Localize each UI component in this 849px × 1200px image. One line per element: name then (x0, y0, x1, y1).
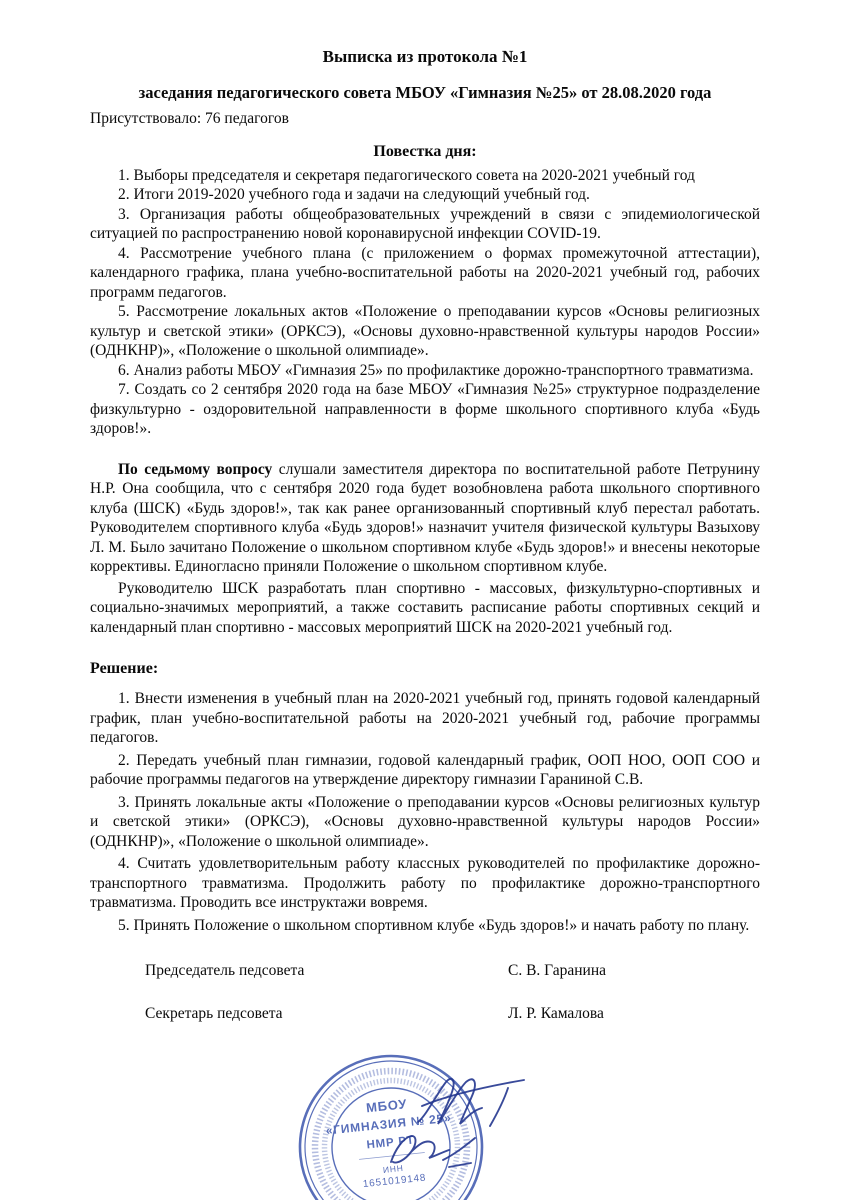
decision-item-3: 3. Принять локальные акты «Положение о преподавании курсов «Основы религиозных культур и светской этики» (ОРКСЭ), «Основы духовно-нравственной культуры народов России» (ОДНКНР)», «Положение о школьной олимпиаде». (90, 793, 760, 850)
secretary-name: Л. Р. Камалова (508, 1004, 604, 1022)
stamp-ring-text-texture (307, 1063, 474, 1200)
shsk-plan-paragraph: Руководителю ШСК разработать план спортивно - массовых, физкультурно-спортивных и социально-значимых мероприятий, а также составить расписание работы спортивных секций и календарный план спортивно - массовых мероприятий ШСК на 2020-2021 учебный год. (90, 579, 760, 636)
decision-list (90, 689, 760, 935)
signature-block (145, 961, 760, 1023)
seventh-question-section (90, 460, 760, 638)
chairman-signature-ink (412, 1072, 532, 1136)
stamp-org-short: МБОУ (365, 1096, 408, 1116)
agenda-list (90, 166, 760, 439)
agenda-item-1: 1. Выборы председателя и секретаря педагогического совета на 2020-2021 учебный год (118, 166, 695, 184)
agenda-item-4: 4. Рассмотрение учебного плана (с приложением о формах промежуточной аттестации), календарного графика, плана учебно-воспитательной работы на 2020-2021 учебный год, рабочих программ педагогов. (90, 244, 760, 301)
secretary-signature-row (145, 1004, 760, 1024)
agenda-item-5: 5. Рассмотрение локальных актов «Положение о преподавании курсов «Основы религиозных культур и светской этики» (ОРКСЭ), «Основы духовно-нравственной культуры народов России» (ОДНКНР)», «Положение о школьной олимпиаде». (90, 303, 760, 359)
chairman-signature-row (145, 961, 760, 981)
stamp-org-name: «ГИМНАЗИЯ № 25» (325, 1110, 453, 1138)
stamp-org-region: НМР РТ (366, 1134, 416, 1152)
decision-item-5: 5. Принять Положение о школьном спортивном клубе «Будь здоров!» и начать работу по плану. (118, 916, 750, 934)
chairman-role-label: Председатель педсовета (145, 962, 305, 979)
decision-item-2: 2. Передать учебный план гимназии, годовой календарный график, ООП НОО, ООП СОО и рабочие программы педагогов на утверждение директору гимназии Гараниной С.В. (90, 751, 760, 788)
attendance-line: Присутствовало: 76 педагогов (90, 110, 289, 127)
seventh-question-lead: По седьмому вопросу (118, 460, 273, 478)
seventh-question-body: слушали заместителя директора по воспитательной работе Петрунину Н.Р. Она сообщила, что с сентября 2020 года будет возобновлена работа школьного спортивного клуба (ШСК) «Будь здоров!», так как ранее организованный спортивный клуб перестал работать. Руководителем спортивного клуба «Будь здоров!» назначит учителя физической культуры Вазыхову Л. М. Было зачитано Положение о школьном спортивном клубе «Будь здоров!» и внесены некоторые коррективы. Единогласно приняли Положение о школьном спортивном клубе. (90, 460, 760, 575)
decision-item-4: 4. Считать удовлетворительным работу классных руководителей по профилактике дорожно-транспортного травматизма. Продолжить работу по профилактике дорожно-транспортного травматизма. Проводить все инструктажи вовремя. (90, 855, 760, 911)
doc-title: Выписка из протокола №1 (322, 47, 528, 66)
secretary-signature-ink (385, 1126, 480, 1176)
agenda-item-6: 6. Анализ работы МБОУ «Гимназия 25» по профилактике дорожно-транспортного травматизма. (118, 361, 754, 379)
decision-item-1: 1. Внести изменения в учебный план на 2020-2021 учебный год, принять годовой календарный график, план учебно-воспитательной работы на 2020-2021 учебный год, рабочие программы педагогов. (90, 690, 760, 746)
decision-heading: Решение: (90, 660, 159, 677)
seventh-question-paragraph (90, 460, 760, 577)
chairman-name: С. В. Гаранина (508, 962, 607, 979)
stamp-inn-number: 1651019148 (362, 1172, 427, 1191)
agenda-item-3: 3. Организация работы общеобразовательных учреждений в связи с эпидемиологической ситуацией по распространению новой коронавирусной инфекции COVID-19. (90, 205, 760, 242)
secretary-role-label: Секретарь педсовета (145, 1004, 283, 1022)
official-stamp (287, 1043, 496, 1200)
agenda-item-7: 7. Создать со 2 сентября 2020 года на базе МБОУ «Гимназия №25» структурное подразделение физкультурно - оздоровительной направленности в форме школьного спортивного клуба «Будь здоров!». (90, 381, 760, 437)
doc-subtitle: заседания педагогического совета МБОУ «Гимназия №25» от 28.08.2020 года (138, 83, 712, 102)
stamp-ring-text-texture-inner (318, 1074, 464, 1200)
agenda-item-2: 2. Итоги 2019-2020 учебного года и задачи на следующий учебный год. (118, 186, 590, 203)
stamp-inn-label: ИНН (382, 1162, 405, 1175)
agenda-heading: Повестка дня: (373, 142, 477, 160)
